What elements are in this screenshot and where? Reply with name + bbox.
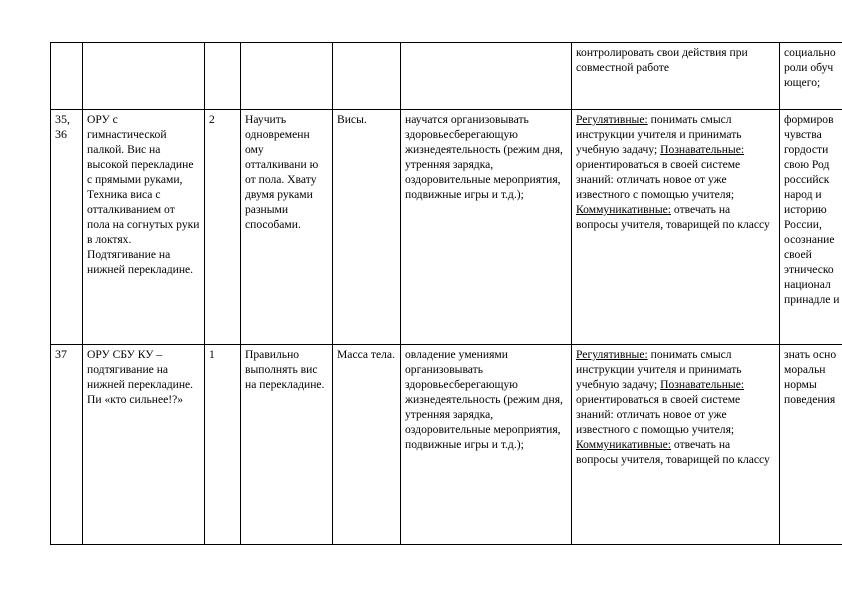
personal-results-cell: знать осно моральн нормы поведения (780, 345, 842, 545)
concepts-cell: Висы. (333, 110, 401, 345)
hours-cell (205, 43, 241, 110)
lesson-plan-table (50, 42, 842, 545)
uud-cell (572, 345, 780, 545)
subject-results-cell (401, 43, 572, 110)
goals-cell: Правильно выполнять вис на перекладине. (241, 345, 333, 545)
lesson-number-cell: 35, 36 (51, 110, 83, 345)
table-row (51, 43, 842, 110)
uud-cell: контролировать свои действия при совместной работе (572, 43, 780, 110)
communicative-text: отвечать на вопросы учителя, товарищей по классу (576, 438, 770, 466)
hours-cell: 2 (205, 110, 241, 345)
regulative-label: Регулятивные: (576, 348, 648, 361)
goals-cell (241, 43, 333, 110)
cognitive-text: ориентироваться в своей системе знаний: отличать новое от уже известного с помощью учителя; (576, 158, 741, 201)
topic-cell (83, 43, 205, 110)
concepts-cell (333, 43, 401, 110)
communicative-label: Коммуникативные: (576, 438, 672, 451)
subject-results-cell: овладение умениями организовывать здоровьесберегающую жизнедеятельность (режим дня, утренняя зарядка, оздоровительные мероприятия, подвижные игры и т.д.); (401, 345, 572, 545)
goals-cell: Научить одновременн ому отталкивани ю от пола. Хватy двумя руками разными способами. (241, 110, 333, 345)
topic-cell: ОРУ СБУ КУ – подтягивание на нижней перекладине. Пи «кто сильнее!?» (83, 345, 205, 545)
table-row (51, 110, 842, 345)
regulative-text: понимать смысл инструкции учителя и принимать учебную задачу; (576, 113, 742, 156)
hours-cell: 1 (205, 345, 241, 545)
communicative-label: Коммуникативные: (576, 203, 672, 216)
cognitive-label: Познавательные: (660, 378, 745, 391)
uud-cell (572, 110, 780, 345)
topic-cell: ОРУ с гимнастической палкой. Вис на высокой перекладине с прямыми руками, Техника виса с отталкиванием от пола на согнутых руки в локтях. Подтягивание на нижней перекладине. (83, 110, 205, 345)
personal-results-cell: формиров чувства гордости свою Род российск народ и историю России, осознание своей этническо национал принадле и (780, 110, 842, 345)
lesson-number-cell: 37 (51, 345, 83, 545)
table-row (51, 345, 842, 545)
concepts-cell: Масса тела. (333, 345, 401, 545)
subject-results-cell: научатся организовывать здоровьесберегающую жизнедеятельность (режим дня, утренняя зарядка, оздоровительные мероприятия, подвижные игры и т.д.); (401, 110, 572, 345)
cognitive-label: Познавательные: (660, 143, 745, 156)
regulative-label: Регулятивные: (576, 113, 648, 126)
cognitive-text: ориентироваться в своей системе знаний: отличать новое от уже известного с помощью учителя; (576, 393, 741, 436)
lesson-number-cell (51, 43, 83, 110)
communicative-text: отвечать на вопросы учителя, товарищей по классу (576, 203, 770, 231)
personal-results-cell: социально роли обуч ющего; (780, 43, 842, 110)
regulative-text: понимать смысл инструкции учителя и принимать учебную задачу; (576, 348, 742, 391)
